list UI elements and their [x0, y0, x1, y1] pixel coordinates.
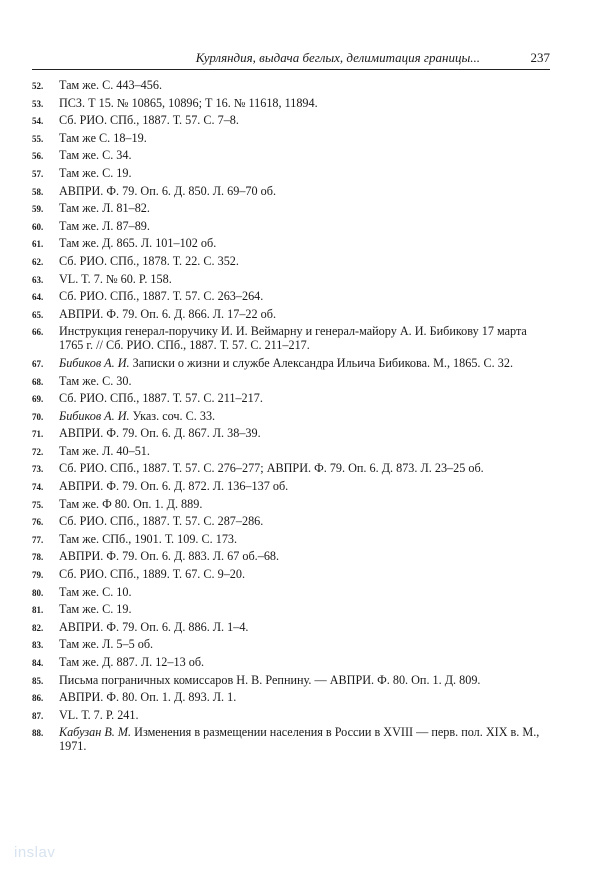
endnote: [32, 602, 552, 616]
endnote-number: 81.: [32, 605, 44, 616]
endnote-author: Бибиков А. И.: [59, 355, 130, 370]
endnote-text: Записки о жизни и службе Александра Ильича Бибикова. М., 1865. С. 32.: [132, 355, 513, 370]
endnote: [32, 289, 552, 303]
endnote-text: АВПРИ. Ф. 79. Оп. 6. Д. 872. Л. 136–137 об.: [59, 479, 289, 494]
endnote-number: 55.: [32, 133, 44, 144]
endnote: [32, 272, 552, 286]
endnote-number: 65.: [32, 309, 44, 320]
endnote: [32, 655, 552, 669]
endnote-author: Кабузан В. М.: [59, 725, 132, 740]
endnote-text: Там же. С. 19.: [59, 602, 132, 617]
endnote: [32, 620, 552, 634]
endnote-number: 68.: [32, 376, 44, 387]
endnote-number: 71.: [32, 429, 44, 440]
endnote: [32, 184, 552, 198]
endnote: [32, 725, 552, 753]
endnote-text: Там же. СПб., 1901. Т. 109. С. 173.: [59, 531, 238, 546]
endnote-number: 73.: [32, 464, 44, 475]
endnote-text: Там же. С. 30.: [59, 373, 132, 388]
endnote-text: Там же. Д. 887. Л. 12–13 об.: [59, 655, 205, 669]
endnote-number: 86.: [32, 693, 44, 704]
endnote-number: 66.: [32, 327, 44, 338]
endnote: [32, 690, 552, 704]
endnote-number: 84.: [32, 658, 44, 668]
endnote-number: 76.: [32, 517, 44, 528]
endnote: [32, 479, 552, 493]
endnote-text: Сб. РИО. СПб., 1887. Т. 57. С. 263–264.: [59, 289, 264, 304]
endnote-text: Указ. соч. С. 33.: [132, 408, 216, 423]
endnote-number: 62.: [32, 256, 44, 267]
endnotes-list: [32, 78, 552, 757]
endnote-text: Изменения в размещении населения в России в XVIII — перв. пол. XIX в. М., 1971.: [59, 725, 540, 754]
endnote: [32, 254, 552, 268]
endnote-number: 82.: [32, 622, 44, 633]
endnote-text: Сб. РИО. СПб., 1887. Т. 57. С. 211–217.: [59, 391, 263, 406]
endnote-text: АВПРИ. Ф. 79. Оп. 6. Д. 850. Л. 69–70 об.: [59, 183, 277, 198]
page-number: 237: [530, 50, 550, 65]
endnote-number: 60.: [32, 221, 44, 232]
endnote: [32, 444, 552, 458]
endnote-number: 79.: [32, 570, 44, 581]
endnote-number: 63.: [32, 274, 44, 285]
endnote-number: 58.: [32, 186, 44, 197]
endnote: [32, 307, 552, 321]
endnote-number: 88.: [32, 728, 44, 739]
endnote: [32, 324, 552, 352]
watermark: inslav: [14, 844, 56, 861]
endnote: [32, 585, 552, 599]
endnote: [32, 497, 552, 511]
endnote-text: АВПРИ. Ф. 79. Оп. 6. Д. 866. Л. 17–22 об.: [59, 306, 277, 321]
endnote: [32, 532, 552, 546]
endnote-number: 74.: [32, 482, 44, 493]
endnote-text: Там же. Л. 40–51.: [59, 443, 150, 458]
endnote: [32, 409, 552, 423]
endnote-text: АВПРИ. Ф. 79. Оп. 6. Д. 883. Л. 67 об.–68.: [59, 549, 280, 564]
endnote: [32, 708, 552, 722]
header-rule: [32, 69, 550, 70]
endnote-number: 77.: [32, 534, 44, 545]
endnote-text: Там же. Ф 80. Оп. 1. Д. 889.: [59, 496, 203, 511]
running-title: Курляндия, выдача беглых, делимитация границы...: [195, 50, 480, 65]
endnote-text: Там же. С. 19.: [59, 165, 132, 180]
endnote: [32, 549, 552, 563]
endnote-text: Там же. Л. 81–82.: [59, 201, 150, 216]
endnote: [32, 219, 552, 233]
endnote: [32, 426, 552, 440]
endnote-number: 78.: [32, 552, 44, 563]
endnote: [32, 567, 552, 581]
endnote-text: VL. Т. 7. Р. 241.: [59, 707, 139, 722]
page-header: [32, 46, 550, 70]
endnote-text: Инструкция генерал-поручику И. И. Веймарну и генерал-майору А. И. Бибикову 17 марта 1765 г. // Сб. РИО. СПб., 1887. Т. 57. С. 211–217.: [59, 324, 527, 353]
endnote-number: 53.: [32, 98, 44, 109]
endnote: [32, 391, 552, 405]
endnote-text: АВПРИ. Ф. 80. Оп. 1. Д. 893. Л. 1.: [59, 690, 237, 705]
endnote-number: 64.: [32, 292, 44, 303]
endnote-text: Там же. С. 34.: [59, 148, 132, 163]
endnote-text: Там же. Л. 5–5 об.: [59, 637, 154, 652]
endnote-text: VL. T. 7. № 60. P. 158.: [59, 271, 172, 286]
endnote: [32, 201, 552, 215]
endnote-number: 80.: [32, 587, 44, 598]
endnote-number: 54.: [32, 116, 44, 127]
endnote-number: 70.: [32, 411, 44, 422]
endnote: [32, 356, 552, 370]
endnote-text: Сб. РИО. СПб., 1887. Т. 57. С. 276–277; АВПРИ. Ф. 79. Оп. 6. Д. 873. Л. 23–25 об.: [59, 461, 484, 476]
endnote-number: 57.: [32, 168, 44, 179]
endnote: [32, 78, 552, 92]
endnote: [32, 148, 552, 162]
endnote-text: Там же. Д. 865. Л. 101–102 об.: [59, 236, 217, 251]
endnote-text: АВПРИ. Ф. 79. Оп. 6. Д. 886. Л. 1–4.: [59, 619, 249, 634]
endnote-number: 72.: [32, 446, 44, 457]
endnote: [32, 113, 552, 127]
endnote-number: 56.: [32, 151, 44, 162]
endnote-text: Сб. РИО. СПб., 1889. Т. 67. С. 9–20.: [59, 567, 246, 582]
endnote: [32, 166, 552, 180]
endnote: [32, 673, 552, 687]
endnote: [32, 96, 552, 110]
endnote-text: ПСЗ. Т 15. № 10865, 10896; Т 16. № 11618, 11894.: [59, 95, 318, 110]
endnote: [32, 514, 552, 528]
endnote-number: 83.: [32, 640, 44, 651]
endnote-number: 87.: [32, 710, 44, 721]
endnote-text: Там же. С. 10.: [59, 584, 132, 599]
endnote-number: 61.: [32, 239, 44, 250]
endnote: [32, 374, 552, 388]
endnote-number: 75.: [32, 499, 44, 510]
endnote: [32, 637, 552, 651]
endnote: [32, 461, 552, 475]
endnote-author: Бибиков А. И.: [59, 408, 130, 423]
endnote-text: Там же С. 18–19.: [59, 130, 147, 145]
endnote-text: Сб. РИО. СПб., 1887. Т. 57. С. 287–286.: [59, 514, 264, 529]
endnote: [32, 236, 552, 250]
endnote-text: АВПРИ. Ф. 79. Оп. 6. Д. 867. Л. 38–39.: [59, 426, 261, 441]
endnote-number: 85.: [32, 675, 44, 686]
endnote-number: 52.: [32, 81, 44, 91]
endnote-text: Там же. С. 443–456.: [59, 78, 162, 92]
endnote-text: Сб. РИО. СПб., 1887. Т. 57. С. 7–8.: [59, 113, 239, 128]
endnote: [32, 131, 552, 145]
endnote-text: Там же. Л. 87–89.: [59, 218, 150, 233]
endnote-number: 69.: [32, 394, 44, 405]
endnote-number: 59.: [32, 204, 44, 215]
endnote-text: Сб. РИО. СПб., 1878. Т. 22. С. 352.: [59, 253, 239, 268]
endnote-number: 67.: [32, 358, 44, 369]
endnote-text: Письма пограничных комиссаров Н. В. Репнину. — АВПРИ. Ф. 80. Оп. 1. Д. 809.: [59, 672, 481, 687]
